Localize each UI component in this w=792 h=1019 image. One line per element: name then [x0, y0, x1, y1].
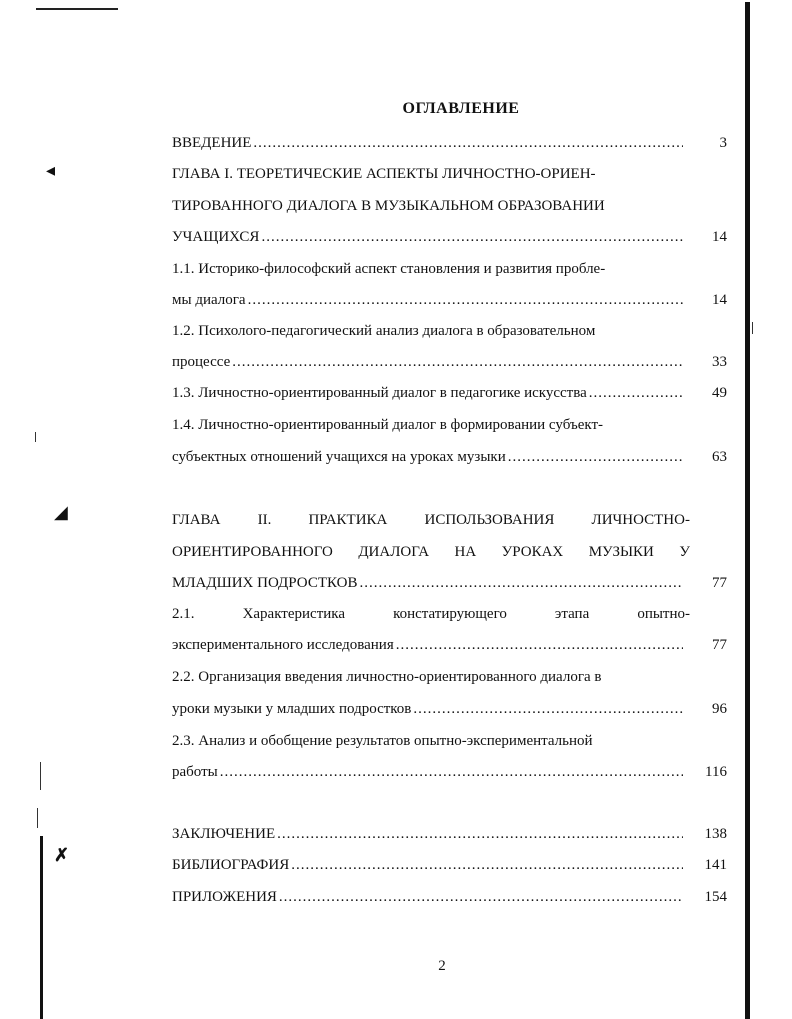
toc-entry-title: ЗАКЛЮЧЕНИЕ	[172, 826, 276, 842]
scan-artifact-mark: ◢	[54, 502, 68, 522]
scan-artifact-tick	[35, 432, 36, 442]
word: ПРАКТИКА	[308, 512, 388, 528]
toc-entry	[172, 884, 727, 910]
toc-entry	[172, 224, 727, 250]
toc-entry-line	[172, 539, 727, 565]
leader-dots	[508, 444, 683, 470]
toc-entry-page: 141	[704, 857, 727, 873]
toc-entry	[172, 287, 727, 313]
toc-entry-text: 1.4. Личностно-ориентированный диалог в формировании субъект-	[172, 417, 604, 433]
toc-entry-line	[172, 256, 727, 282]
scan-artifact-bar-left	[40, 836, 43, 1019]
toc-entry	[172, 380, 727, 406]
word: констатирующего	[393, 606, 507, 622]
scan-artifact-bar-right	[745, 2, 750, 1019]
toc-entry-title: МЛАДШИХ ПОДРОСТКОВ	[172, 575, 358, 591]
toc-entry-page: 96	[712, 701, 727, 717]
toc-entry-title: экспериментального исследования	[172, 637, 394, 653]
toc-entry-text: 1.1. Историко-философский аспект становления и развития пробле-	[172, 261, 606, 277]
word: ГЛАВА	[172, 512, 221, 528]
leader-dots	[359, 570, 683, 596]
toc-entry-title: работы	[172, 764, 218, 780]
justified-line	[172, 539, 690, 565]
word: ДИАЛОГА	[358, 544, 430, 560]
toc-entry-line	[172, 161, 727, 187]
scan-artifact-tick	[37, 808, 38, 828]
scan-artifact-tick	[752, 322, 753, 334]
toc-entry	[172, 570, 727, 596]
toc-entry-line	[172, 507, 727, 533]
scan-artifact-mark: ◂	[46, 160, 56, 180]
toc-entry-page: 138	[704, 826, 727, 842]
toc-entry-line	[172, 601, 727, 627]
toc-entry-page: 14	[712, 229, 727, 245]
toc-entry-line	[172, 412, 727, 438]
word: ЛИЧНОСТНО-	[591, 512, 690, 528]
toc-entry	[172, 444, 727, 470]
leader-dots	[232, 349, 683, 375]
justified-line	[172, 601, 690, 627]
word: Характеристика	[242, 606, 345, 622]
toc-entry	[172, 759, 727, 785]
toc-entry-title: ПРИЛОЖЕНИЯ	[172, 889, 277, 905]
toc-entry-title: мы диалога	[172, 292, 246, 308]
toc-entry-page: 116	[705, 764, 727, 780]
page-number: 2	[438, 958, 446, 974]
leader-dots	[291, 852, 683, 878]
toc-entry-page: 49	[712, 385, 727, 401]
toc-entry-text: ТИРОВАННОГО ДИАЛОГА В МУЗЫКАЛЬНОМ ОБРАЗОВАНИИ	[172, 198, 605, 214]
leader-dots	[220, 759, 683, 785]
leader-dots	[253, 130, 683, 156]
word: УРОКАХ	[501, 544, 564, 560]
toc-entry-title: субъектных отношений учащихся на уроках музыки	[172, 449, 506, 465]
leader-dots	[261, 224, 683, 250]
justified-line	[172, 507, 690, 533]
word: НА	[454, 544, 477, 560]
toc-entry-title: уроки музыки у младших подростков	[172, 701, 412, 717]
toc-entry-title: БИБЛИОГРАФИЯ	[172, 857, 290, 873]
word: У	[679, 544, 690, 560]
word: ИСПОЛЬЗОВАНИЯ	[424, 512, 555, 528]
toc-entry-page: 77	[712, 637, 727, 653]
leader-dots	[277, 821, 683, 847]
toc-entry	[172, 349, 727, 375]
word: ОРИЕНТИРОВАННОГО	[172, 544, 333, 560]
toc-entry	[172, 821, 727, 847]
scan-artifact-tick	[40, 762, 41, 790]
toc-entry-page: 3	[719, 135, 727, 151]
scan-artifact-mark: ✗	[54, 845, 70, 865]
toc-entry-text: ГЛАВА I. ТЕОРЕТИЧЕСКИЕ АСПЕКТЫ ЛИЧНОСТНО-ОРИЕН-	[172, 166, 596, 182]
toc-entry	[172, 632, 727, 658]
word: 2.1.	[172, 606, 195, 622]
toc-entry-title: УЧАЩИХСЯ	[172, 229, 260, 245]
toc-entry-line	[172, 728, 727, 754]
word: опытно-	[637, 606, 690, 622]
leader-dots	[248, 287, 683, 313]
word: этапа	[554, 606, 590, 622]
toc-entry-page: 77	[712, 575, 727, 591]
toc-entry	[172, 696, 727, 722]
toc-entry-page: 14	[712, 292, 727, 308]
toc-entry-line	[172, 664, 727, 690]
toc-entry-title: процессе	[172, 354, 231, 370]
toc-entry-text: 2.2. Организация введения личностно-ориентированного диалога в	[172, 669, 602, 685]
word: МУЗЫКИ	[588, 544, 654, 560]
toc-entry-page: 33	[712, 354, 727, 370]
toc-entry	[172, 852, 727, 878]
toc-entry	[172, 130, 727, 156]
word: II.	[257, 512, 272, 528]
page-title: ОГЛАВЛЕНИЕ	[402, 100, 520, 117]
toc-entry-text: 2.3. Анализ и обобщение результатов опытно-экспериментальной	[172, 733, 593, 749]
toc-entry-text: 1.2. Психолого-педагогический анализ диалога в образовательном	[172, 323, 596, 339]
toc-entry-page: 63	[712, 449, 727, 465]
toc-entry-line	[172, 318, 727, 344]
leader-dots	[589, 380, 683, 406]
leader-dots	[413, 696, 683, 722]
leader-dots	[396, 632, 683, 658]
toc-entry-page: 154	[704, 889, 727, 905]
scan-artifact-line	[36, 8, 118, 10]
leader-dots	[279, 884, 683, 910]
toc-entry-title: 1.3. Личностно-ориентированный диалог в педагогике искусства	[172, 385, 587, 401]
toc-entry-title: ВВЕДЕНИЕ	[172, 135, 252, 151]
toc-entry-line	[172, 193, 727, 219]
